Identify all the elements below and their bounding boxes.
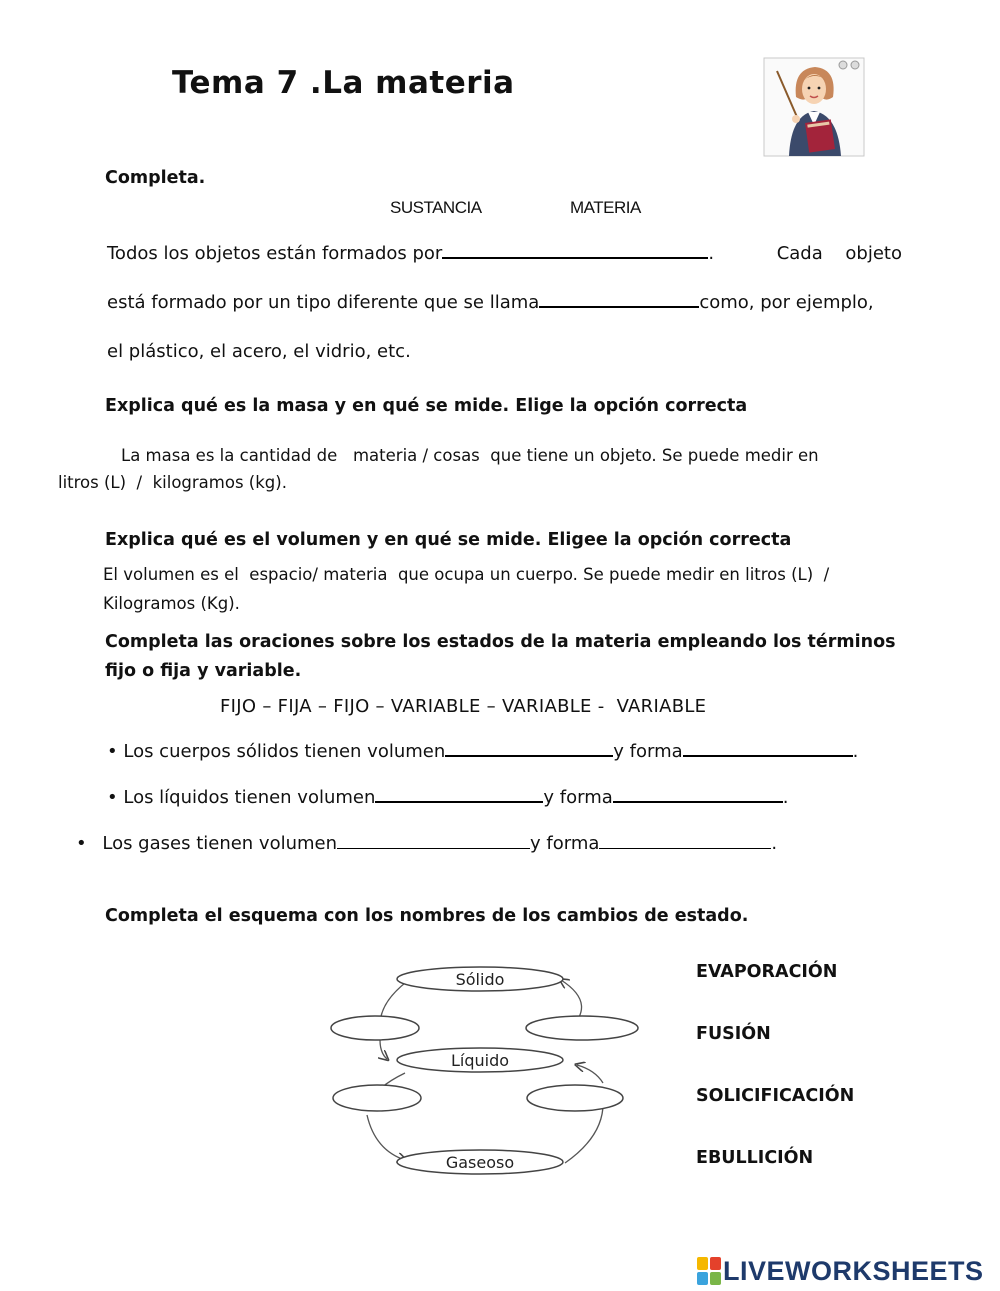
bullet: •: [107, 741, 118, 762]
answer-blank[interactable]: [613, 800, 783, 803]
bullet: •: [107, 787, 118, 808]
answer-blank[interactable]: [683, 754, 853, 757]
page-title: Tema 7 .La materia: [172, 65, 515, 101]
line-text: objeto: [845, 243, 902, 264]
teacher-illustration: [763, 57, 865, 157]
answer-blank[interactable]: [599, 847, 771, 849]
line-text: Cada: [776, 243, 823, 264]
section-heading-estados: Completa las oraciones sobre los estados de la materia empleando los términos: [105, 632, 896, 652]
option-sustancia: SUSTANCIA: [390, 198, 482, 217]
list-item: [76, 833, 777, 854]
paragraph-line: [107, 292, 874, 313]
term-item[interactable]: EBULLICIÓN: [696, 1148, 814, 1168]
node-label: Sólido: [455, 970, 505, 989]
logo-text: LIVEWORKSHEETS: [723, 1255, 984, 1286]
term-item[interactable]: SOLICIFICACIÓN: [696, 1086, 855, 1106]
option-materia: MATERIA: [570, 198, 641, 217]
logo-icon: [697, 1257, 721, 1285]
state-change-diagram: [325, 955, 655, 1195]
answer-ellipse[interactable]: [527, 1085, 623, 1111]
answer-ellipse[interactable]: [526, 1016, 638, 1040]
section-heading-estados-2: fijo o fija y variable.: [105, 661, 302, 681]
term-item[interactable]: EVAPORACIÓN: [696, 962, 838, 982]
volumen-line-1[interactable]: El volumen es el espacio/ materia que ocupa un cuerpo. Se puede medir en litros (L) /: [103, 565, 830, 584]
arrow-line: [577, 1065, 603, 1083]
section-heading-masa: Explica qué es la masa y en qué se mide. Elige la opción correcta: [105, 396, 748, 416]
line-text: .: [708, 243, 715, 264]
volumen-line-2[interactable]: Kilogramos (Kg).: [103, 594, 240, 613]
answer-blank[interactable]: [375, 800, 543, 803]
arrow-line: [367, 1115, 405, 1160]
answer-blank[interactable]: [337, 847, 530, 849]
item-text: .: [771, 833, 778, 854]
term-item[interactable]: FUSIÓN: [696, 1024, 771, 1044]
circle-icon: [839, 61, 847, 69]
masa-line-1[interactable]: La masa es la cantidad de materia / cosas que tiene un objeto. Se puede medir en: [121, 446, 819, 465]
answer-blank[interactable]: [539, 305, 699, 308]
liveworksheets-logo[interactable]: [697, 1255, 984, 1287]
answer-blank[interactable]: [442, 256, 708, 259]
item-text: y forma: [530, 833, 600, 854]
arrow-line: [380, 1040, 387, 1059]
node-label: Líquido: [450, 1051, 510, 1070]
item-text: .: [782, 787, 789, 808]
word-bank: FIJO – FIJA – FIJO – VARIABLE – VARIABLE - VARIABLE: [220, 696, 707, 717]
node-label: Gaseoso: [445, 1153, 515, 1172]
answer-ellipse[interactable]: [331, 1016, 419, 1040]
list-item: [107, 741, 858, 762]
line-text: Todos los objetos están formados por: [107, 243, 443, 264]
masa-line-2[interactable]: litros (L) / kilogramos (kg).: [58, 473, 287, 492]
section-heading-completa: Completa.: [105, 168, 206, 188]
section-heading-volumen: Explica qué es el volumen y en qué se mide. Eligee la opción correcta: [105, 530, 792, 550]
bullet: •: [76, 833, 87, 854]
item-text: Los cuerpos sólidos tienen volumen: [123, 741, 446, 762]
item-text: .: [852, 741, 859, 762]
item-text: Los líquidos tienen volumen: [123, 787, 376, 808]
item-text: y forma: [543, 787, 613, 808]
list-item: [107, 787, 789, 808]
paragraph-line: [107, 243, 902, 264]
answer-blank[interactable]: [445, 754, 613, 757]
circle-icon: [851, 61, 859, 69]
section-heading-esquema: Completa el esquema con los nombres de los cambios de estado.: [105, 906, 749, 926]
line-text: está formado por un tipo diferente que se llama: [107, 292, 540, 313]
paragraph-line: el plástico, el acero, el vidrio, etc.: [107, 341, 411, 362]
item-text: y forma: [613, 741, 683, 762]
item-text: Los gases tienen volumen: [102, 833, 338, 854]
line-text: como, por ejemplo,: [699, 292, 874, 313]
answer-ellipse[interactable]: [333, 1085, 421, 1111]
